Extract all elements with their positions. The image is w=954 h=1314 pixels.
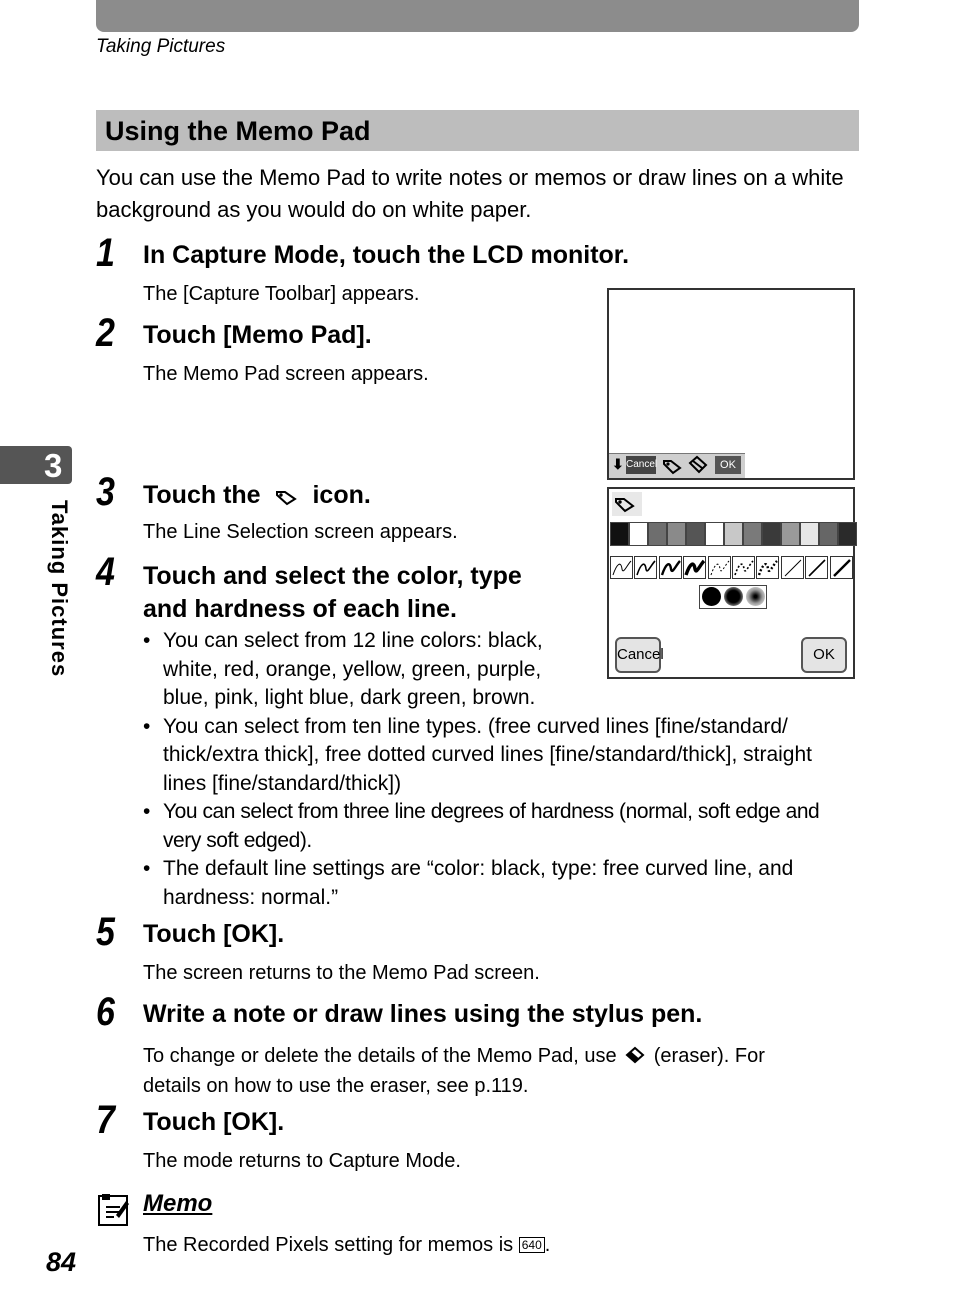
- section-heading: [96, 110, 859, 151]
- step-body-part: To change or delete the details of the Memo Pad, use: [143, 1045, 617, 1067]
- chapter-title-vertical: Taking Pictures: [47, 500, 72, 678]
- color-swatch[interactable]: [762, 522, 781, 546]
- step-number: 6: [96, 990, 115, 1034]
- line-type-option[interactable]: [805, 556, 828, 579]
- memo-pad-toolbar: [609, 453, 745, 478]
- step-heading: In Capture Mode, touch the LCD monitor.: [143, 241, 630, 269]
- step-heading: [143, 560, 522, 626]
- color-swatch[interactable]: [838, 522, 857, 546]
- line-type-option[interactable]: [659, 556, 682, 579]
- step-body: The [Capture Toolbar] appears.: [143, 283, 420, 305]
- color-swatch[interactable]: [686, 522, 705, 546]
- step-bullets: [143, 627, 858, 912]
- hardness-selector: [699, 585, 767, 609]
- step-number: 7: [96, 1098, 115, 1142]
- chapter-number: 3: [44, 447, 63, 484]
- hardness-very-soft[interactable]: [746, 587, 765, 606]
- line-type-row: [610, 556, 854, 579]
- step-number: 4: [96, 550, 115, 594]
- section-title: Using the Memo Pad: [105, 116, 371, 146]
- step-body-line: details on how to use the eraser, see p.119.: [143, 1075, 529, 1097]
- line-type-option[interactable]: [610, 556, 633, 579]
- page-number: 84: [46, 1247, 77, 1277]
- running-title: Taking Pictures: [96, 36, 226, 57]
- step-heading-part: icon.: [312, 481, 371, 509]
- eraser-icon: [625, 1044, 645, 1072]
- memo-text: [143, 1234, 550, 1257]
- bullet-item: • You can select from three line degrees of hardness (normal, soft edge and very soft edged).: [143, 798, 858, 855]
- color-swatch[interactable]: [724, 522, 743, 546]
- color-swatch[interactable]: [667, 522, 686, 546]
- memo-text-part: The Recorded Pixels setting for memos is: [143, 1234, 514, 1256]
- eraser-icon[interactable]: [687, 455, 709, 480]
- color-swatch[interactable]: [819, 522, 838, 546]
- line-type-option[interactable]: [732, 556, 755, 579]
- line-type-option[interactable]: [756, 556, 779, 579]
- color-palette: [610, 522, 854, 546]
- step-body: [143, 1042, 863, 1100]
- step-body-part: (eraser). For: [653, 1045, 765, 1067]
- step-heading: Touch [OK].: [143, 920, 285, 948]
- step-number: 2: [96, 311, 115, 355]
- header-bar: [96, 0, 859, 32]
- line-select-icon: [274, 484, 300, 513]
- chapter-tab: [0, 446, 72, 484]
- color-swatch[interactable]: [610, 522, 629, 546]
- color-swatch[interactable]: [705, 522, 724, 546]
- memo-label: Memo: [143, 1190, 213, 1217]
- line-type-option[interactable]: [781, 556, 804, 579]
- line-select-icon: [612, 492, 642, 516]
- line-type-option[interactable]: [634, 556, 657, 579]
- hardness-soft[interactable]: [724, 587, 743, 606]
- arrow-down-icon[interactable]: ⬇: [612, 456, 624, 472]
- resolution-badge: 640: [519, 1237, 545, 1253]
- step-heading-part: Touch the: [143, 481, 261, 509]
- cancel-button[interactable]: Cancel: [626, 456, 656, 474]
- step-number: 5: [96, 910, 115, 954]
- step-number: 1: [96, 231, 115, 275]
- line-type-option[interactable]: [683, 556, 706, 579]
- color-swatch[interactable]: [781, 522, 800, 546]
- step-heading-line: and hardness of each line.: [143, 595, 457, 623]
- step-number: 3: [96, 470, 115, 514]
- step-body: The Memo Pad screen appears.: [143, 363, 429, 385]
- section-intro: You can use the Memo Pad to write notes or memos or draw lines on a white background as you would do on white paper.: [96, 165, 844, 222]
- color-swatch[interactable]: [648, 522, 667, 546]
- bullet-item: • You can select from ten line types. (free curved lines [fine/standard/ thick/extra thick], free dotted curved lines [fine/standard/thick], straight lines [fine/standard/thick]): [143, 713, 858, 799]
- step-body: The Line Selection screen appears.: [143, 521, 458, 543]
- memo-text-part: .: [544, 1234, 551, 1256]
- line-select-icon[interactable]: [661, 455, 683, 480]
- step-heading: Write a note or draw lines using the stylus pen.: [143, 1000, 703, 1028]
- ok-button[interactable]: OK: [715, 456, 741, 474]
- color-swatch[interactable]: [629, 522, 648, 546]
- step-heading: Touch [Memo Pad].: [143, 321, 372, 349]
- memo-pad-screen: [607, 288, 855, 480]
- step-heading: Touch [OK].: [143, 1108, 285, 1136]
- step-heading: [143, 481, 371, 513]
- memo-icon: [98, 1193, 130, 1232]
- bullet-item: • You can select from 12 line colors: black, white, red, orange, yellow, green, purple, blue, pink, light blue, dark green, brown.: [143, 627, 583, 713]
- line-type-option[interactable]: [830, 556, 853, 579]
- cancel-button[interactable]: Cancel: [615, 637, 661, 673]
- color-swatch[interactable]: [743, 522, 762, 546]
- step-body: The screen returns to the Memo Pad screen.: [143, 962, 540, 984]
- hardness-normal[interactable]: [702, 587, 721, 606]
- step-heading-line: Touch and select the color, type: [143, 562, 522, 590]
- ok-button[interactable]: OK: [801, 637, 847, 673]
- color-swatch[interactable]: [800, 522, 819, 546]
- bullet-item: • The default line settings are “color: black, type: free curved line, and hardness: normal.”: [143, 855, 858, 912]
- step-body: The mode returns to Capture Mode.: [143, 1150, 461, 1172]
- line-type-option[interactable]: [708, 556, 731, 579]
